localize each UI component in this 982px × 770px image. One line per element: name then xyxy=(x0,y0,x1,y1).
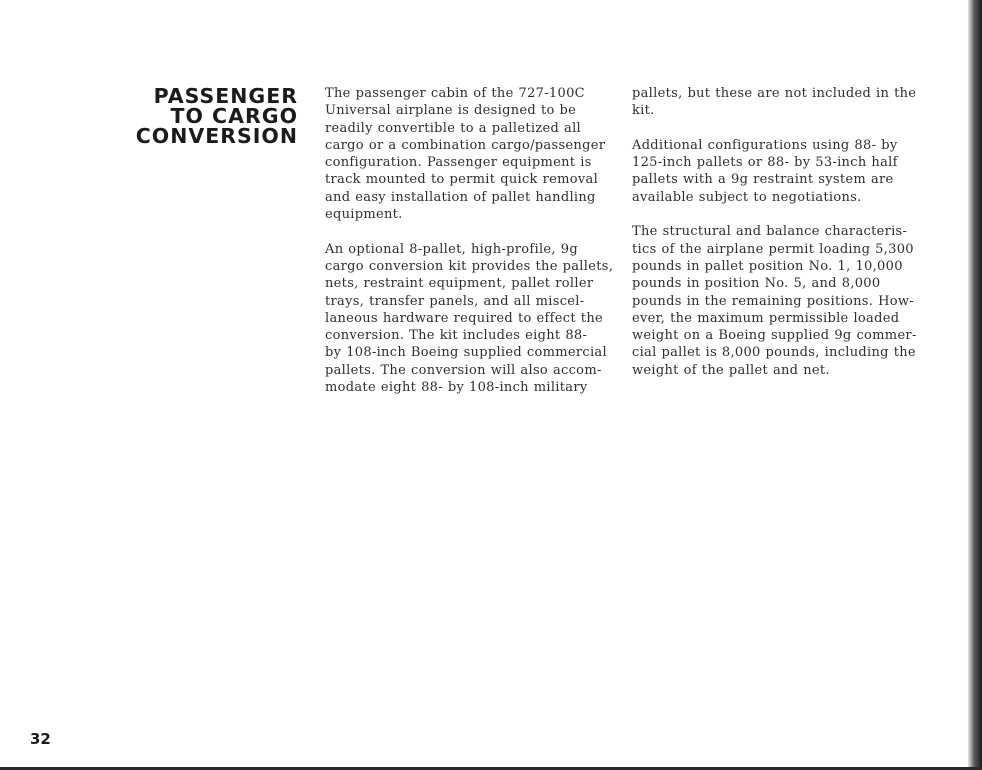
text-line: by 108-inch Boeing supplied commercial xyxy=(325,345,607,361)
text-column-1 xyxy=(325,85,621,396)
text-line: pounds in position No. 5, and 8,000 xyxy=(632,276,881,292)
text-line: pounds in pallet position No. 1, 10,000 xyxy=(632,258,903,274)
text-line: kit. xyxy=(632,103,655,119)
text-line: readily convertible to a palletized all xyxy=(325,120,581,136)
text-line: conversion. The kit includes eight 88- xyxy=(325,328,588,344)
section-heading xyxy=(100,86,298,146)
text-line: 125-inch pallets or 88- by 53-inch half xyxy=(632,155,898,171)
heading-line-2: TO CARGO xyxy=(170,104,298,128)
text-line: ever, the maximum permissible loaded xyxy=(632,310,900,326)
paragraph-gap xyxy=(325,223,621,240)
text-line: Additional configurations using 88- by xyxy=(632,137,898,153)
paragraph-gap xyxy=(632,120,928,137)
text-line: pallets. The conversion will also accom- xyxy=(325,362,602,378)
text-line: cargo conversion kit provides the pallets, xyxy=(325,258,614,274)
text-line: Universal airplane is designed to be xyxy=(325,103,577,119)
text-line: The passenger cabin of the 727-100C xyxy=(325,86,585,101)
text-line: nets, restraint equipment, pallet roller xyxy=(325,276,594,292)
text-line: pallets with a 9g restraint system are xyxy=(632,172,894,188)
text-line: laneous hardware required to effect the xyxy=(325,310,603,326)
text-line: weight of the pallet and net. xyxy=(632,362,830,378)
paragraph-conversion-kit xyxy=(325,241,621,397)
text-line: modate eight 88- by 108-inch military xyxy=(325,380,588,396)
paragraph-cabin-conversion xyxy=(325,85,621,223)
text-line: configuration. Passenger equipment is xyxy=(325,155,592,171)
paragraph-additional-configurations xyxy=(632,137,928,206)
text-line: The structural and balance characteris- xyxy=(632,224,908,240)
text-line: weight on a Boeing supplied 9g commer- xyxy=(632,328,917,344)
paragraph-gap xyxy=(632,206,928,223)
text-line: trays, transfer panels, and all miscel- xyxy=(325,293,585,309)
heading-line-3: CONVERSION xyxy=(135,124,298,148)
text-line: An optional 8-pallet, high-profile, 9g xyxy=(325,241,578,257)
text-column-2 xyxy=(632,85,928,379)
text-line: cial pallet is 8,000 pounds, including the xyxy=(632,345,916,361)
text-line: pounds in the remaining positions. How- xyxy=(632,293,914,309)
text-line: and easy installation of pallet handling xyxy=(325,189,596,205)
text-line: equipment. xyxy=(325,207,403,223)
page-edge-shadow xyxy=(968,0,982,770)
page-number: 32 xyxy=(30,730,51,748)
text-line: tics of the airplane permit loading 5,300 xyxy=(632,241,914,257)
paragraph-structural-characteristics xyxy=(632,223,928,379)
text-line: available subject to negotiations. xyxy=(632,189,862,205)
text-line: pallets, but these are not included in the xyxy=(632,86,917,101)
heading-line-1: PASSENGER xyxy=(153,84,298,108)
text-line: track mounted to permit quick removal xyxy=(325,172,599,188)
paragraph-military-pallets xyxy=(632,85,928,120)
text-line: cargo or a combination cargo/passenger xyxy=(325,137,606,153)
